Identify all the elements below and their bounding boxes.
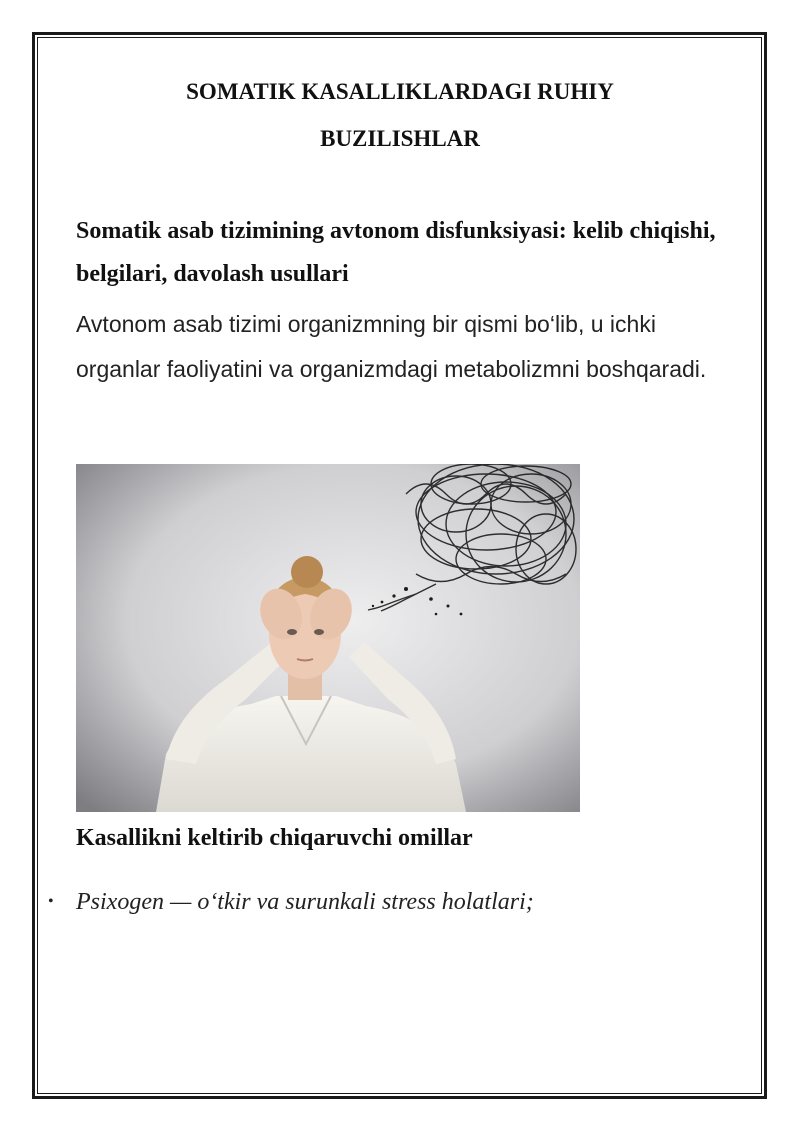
bullet-marker: • — [48, 893, 54, 910]
document-title-line-1: SOMATIK KASALLIKLARDAGI RUHIY — [186, 79, 614, 104]
stressed-woman-photo — [76, 464, 580, 812]
document-title-line-2: BUZILISHLAR — [320, 126, 480, 151]
factors-heading: Kasallikni keltirib chiqaruvchi omillar — [76, 825, 473, 851]
bullet-text: Psixogen — o‘tkir va surunkali stress holatlari; — [76, 889, 534, 915]
intro-paragraph: Avtonom asab tizimi organizmning bir qismi bo‘lib, u ichki organlar faoliyatini va organizmdagi metabolizmni boshqaradi. — [76, 311, 707, 382]
article-subheading: Somatik asab tizimining avtonom disfunksiyasi: kelib chiqishi, belgilari, davolash usullari — [76, 218, 716, 287]
